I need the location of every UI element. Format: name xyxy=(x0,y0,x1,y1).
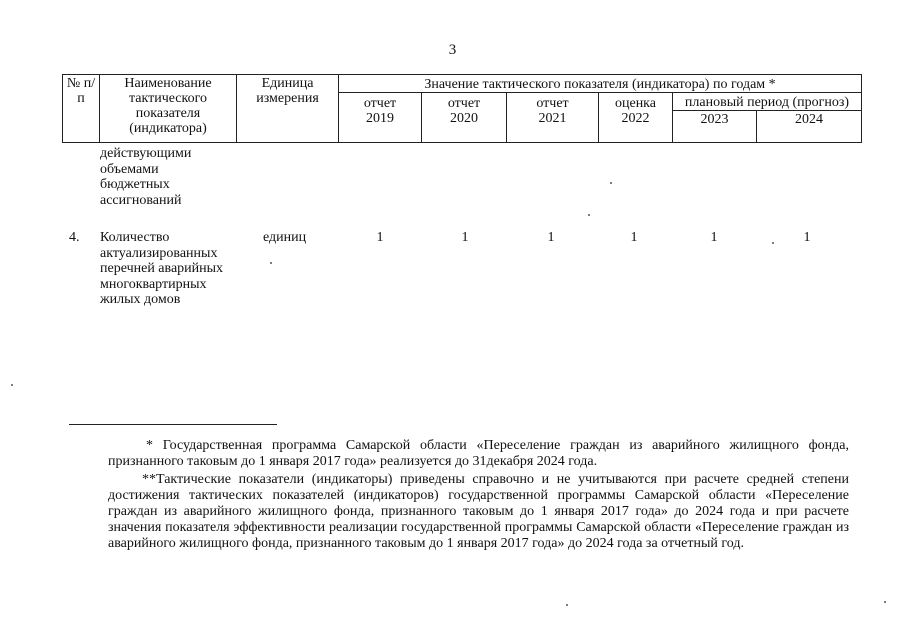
footnote-1: * Государственная программа Самарской области «Переселение граждан из аварийного жилищного фонда, признанного таковым до 1 января 2017 года» реализуется до 31декабря 2024 года. xyxy=(108,438,849,469)
row-4-unit: единиц xyxy=(263,230,307,245)
indicator-table-header xyxy=(62,74,862,143)
header-year-2022-year: 2022 xyxy=(621,111,650,126)
header-unit: Единица измерения xyxy=(237,75,339,143)
header-year-2020-label: отчет xyxy=(447,96,481,111)
header-year-2019-year: 2019 xyxy=(366,111,394,126)
header-year-2022 xyxy=(599,93,673,143)
header-number: № п/п xyxy=(63,75,100,143)
header-year-2024: 2024 xyxy=(757,111,862,143)
row-4-value-2019: 1 xyxy=(376,230,384,245)
header-year-2021-label: отчет xyxy=(536,96,569,111)
header-planned-period: плановый период (прогноз) xyxy=(673,93,862,111)
scan-speck xyxy=(772,242,774,244)
row-4-number: 4. xyxy=(69,230,80,245)
header-year-2022-label: оценка xyxy=(614,96,656,111)
scan-speck xyxy=(270,262,272,264)
header-indicator-name: Наименование тактического показателя (индикатора) xyxy=(100,75,237,143)
header-values-by-year: Значение тактического показателя (индикатора) по годам * xyxy=(339,75,862,93)
page-number: 3 xyxy=(448,42,457,58)
scan-speck xyxy=(884,601,886,603)
header-year-2019 xyxy=(339,93,422,143)
scan-speck xyxy=(566,604,568,606)
row-continuation-name: действующими объемами бюджетных ассигнований xyxy=(100,146,192,208)
footnote-separator xyxy=(69,424,277,425)
row-4-value-2023: 1 xyxy=(710,230,718,245)
header-year-2021 xyxy=(507,93,599,143)
scan-speck xyxy=(11,384,13,386)
scan-speck xyxy=(588,214,590,216)
row-4-value-2022: 1 xyxy=(630,230,638,245)
footnote-2: **Тактические показатели (индикаторы) приведены справочно и не учитываются при расчете средней степени достижения тактических показателей (индикаторов) государственной программы Самарской области «Переселение граждан из аварийного жилищного фонда, признанного таковым до 1 января 2017 года» до 2024 года и при расчете значения показателя эффективности реализации государственной программы Самарской области «Переселение граждан из аварийного жилищного фонда, признанного таковым до 1 января 2017 года» до 2024 года за отчетный год. xyxy=(108,472,849,551)
scan-speck xyxy=(610,182,612,184)
row-4-name: Количество актуализированных перечней аварийных многоквартирных жилых домов xyxy=(100,230,224,307)
header-year-2023: 2023 xyxy=(673,111,757,143)
header-year-2020-year: 2020 xyxy=(450,111,478,126)
row-4-value-2024: 1 xyxy=(803,230,811,245)
header-year-2021-year: 2021 xyxy=(538,111,567,126)
header-year-2020 xyxy=(422,93,507,143)
row-4-value-2021: 1 xyxy=(547,230,555,245)
row-4-value-2020: 1 xyxy=(461,230,469,245)
header-year-2019-label: отчет xyxy=(363,96,397,111)
